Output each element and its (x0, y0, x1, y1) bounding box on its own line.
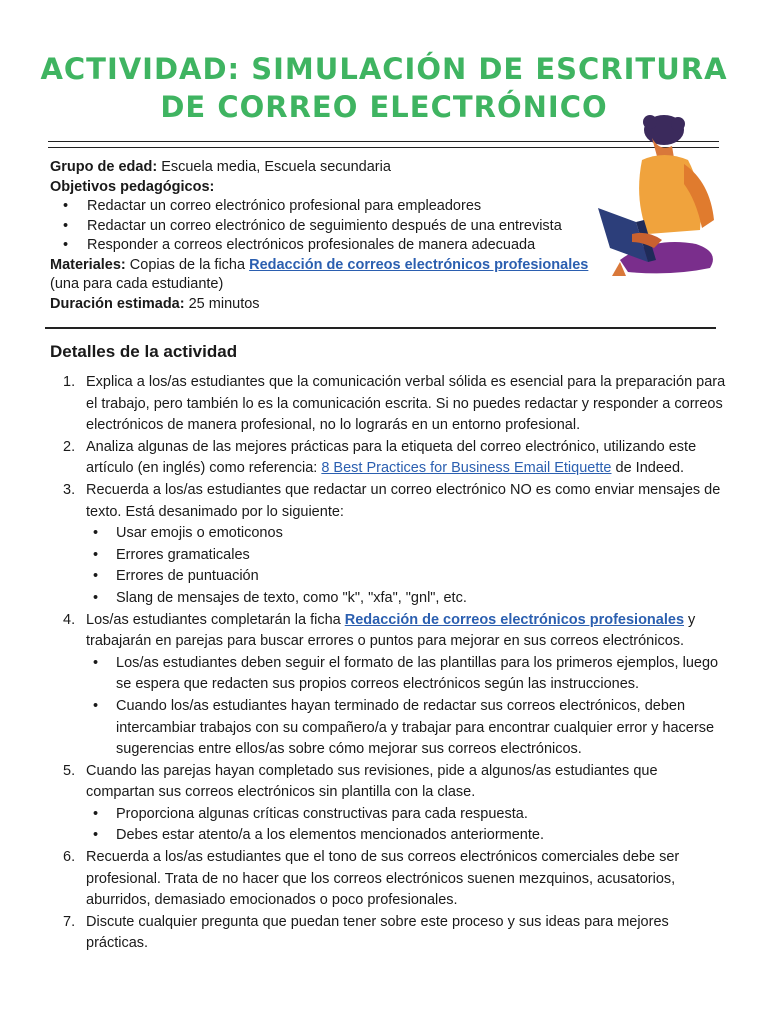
objectives-list (50, 197, 610, 256)
sub-item: • Los/as estudiantes deben seguir el formato de las plantillas para los primeros ejemplos, luego se espera que redacten sus propios correos electrónicos según las instrucciones. (50, 653, 730, 696)
sub-list (86, 523, 730, 609)
objectives-label: Objetivos pedagógicos: (50, 178, 215, 195)
step-item: 7. Discute cualquier pregunta que puedan tener sobre este proceso y sus ideas para mejores prácticas. (63, 913, 669, 952)
materials-suffix: (una para cada estudiante) (50, 276, 224, 292)
step-item: 4. Los/as estudiantes completarán la ficha Redacción de correos electrónicos profesionales y trabajarán en parejas para buscar errores o puntos para mejorar en sus correos electrónicos. • Los/as estudiantes deben seguir el formato de las plantillas para los primeros ejemplos, luego se espera que redacten sus propios correos electrónicos según las instrucciones. • Cuando los/as estudiantes hayan terminado de redactar sus correos electrónicos, deben intercambiar trabajos con su compañero/a y trabajar para encontrar cualquier error y hacerse sugerencias entre ellos/as sobre cómo mejorar sus correos electrónicos. (50, 610, 730, 761)
sub-item: • Cuando los/as estudiantes hayan terminado de redactar sus correos electrónicos, deben intercambiar trabajos con su compañero/a y trabajar para encontrar cualquier error y hacerse sugerencias entre ellos/as sobre cómo mejorar sus correos electrónicos. (50, 696, 730, 761)
sub-item: • Errores de puntuación (50, 566, 730, 588)
sub-item: • Usar emojis o emoticonos (50, 523, 730, 545)
details-heading: Detalles de la actividad (50, 342, 238, 361)
duration (50, 295, 610, 315)
steps-list (50, 372, 730, 955)
age-group (50, 158, 610, 178)
age-group-value: Escuela media, Escuela secundaria (161, 159, 391, 175)
page-title: ACTIVIDAD: SIMULACIÓN DE ESCRITURA DE CORREO ELECTRÓNICO (40, 52, 728, 124)
step-item: 6. Recuerda a los/as estudiantes que el tono de sus correos electrónicos comerciales debe ser profesional. Trata de no hacer que los correos electrónicos suenen mezquinos, acusatorios, aburridos, demasiado emocionados o poco profesionales. (63, 849, 680, 909)
objective-item: • Redactar un correo electrónico profesional para empleadores (50, 197, 610, 217)
sub-item: • Debes estar atento/a a los elementos mencionados anteriormente. (50, 825, 730, 847)
sub-item: • Slang de mensajes de texto, como "k", "xfa", "gnl", etc. (50, 588, 730, 610)
sub-item: • Proporciona algunas críticas constructivas para cada respuesta. (50, 804, 730, 826)
duration-value: 25 minutos (188, 295, 260, 312)
sub-item: • Errores gramaticales (50, 545, 730, 567)
section-divider (45, 327, 716, 329)
step-item: 2. Analiza algunas de las mejores prácticas para la etiqueta del correo electrónico, utilizando este artículo (en inglés) como referencia: 8 Best Practices for Business Email Etiquette de Indeed. (63, 438, 697, 477)
materials-label: Materiales: (50, 256, 126, 273)
sub-list (86, 653, 730, 761)
step-item: 1. Explica a los/as estudiantes que la comunicación verbal sólida es esencial para la preparación para el trabajo, pero también lo es la comunicación escrita. Si no puedes redactar y responder a correos electrónicos de manera profesional, no lo lograrás en un entorno profesional. (63, 374, 726, 434)
sub-list (86, 804, 730, 847)
activity-details (50, 372, 730, 955)
worksheet-link[interactable]: Redacción de correos electrónicos profesionales (249, 256, 589, 273)
student-laptop-illustration (592, 112, 726, 280)
step-item: 3. Recuerda a los/as estudiantes que redactar un correo electrónico NO es como enviar mensajes de texto. Está desanimado por lo siguiente: • Usar emojis o emoticonos • Errores gramaticales • Errores de puntuación • Slang de mensajes de texto, como "k", "xfa", "gnl", etc. (50, 480, 730, 610)
duration-label: Duración estimada: (50, 295, 185, 312)
age-group-label: Grupo de edad: (50, 159, 158, 175)
objective-item: • Responder a correos electrónicos profesionales de manera adecuada (50, 236, 610, 256)
etiquette-article-link[interactable]: 8 Best Practices for Business Email Etiquette (321, 460, 612, 477)
activity-meta (50, 158, 610, 314)
materials: Materiales: Copias de la ficha Redacción de correos electrónicos profesionales (50, 256, 589, 273)
step-item: 5. Cuando las parejas hayan completado sus revisiones, pide a algunos/as estudiantes que compartan sus correos electrónicos sin plantilla con la clase. • Proporciona algunas críticas constructivas para cada respuesta. • Debes estar atento/a a los elementos mencionados anteriormente. (50, 761, 730, 847)
worksheet-link[interactable]: Redacción de correos electrónicos profesionales (344, 611, 685, 628)
objective-item: • Redactar un correo electrónico de seguimiento después de una entrevista (50, 217, 610, 237)
